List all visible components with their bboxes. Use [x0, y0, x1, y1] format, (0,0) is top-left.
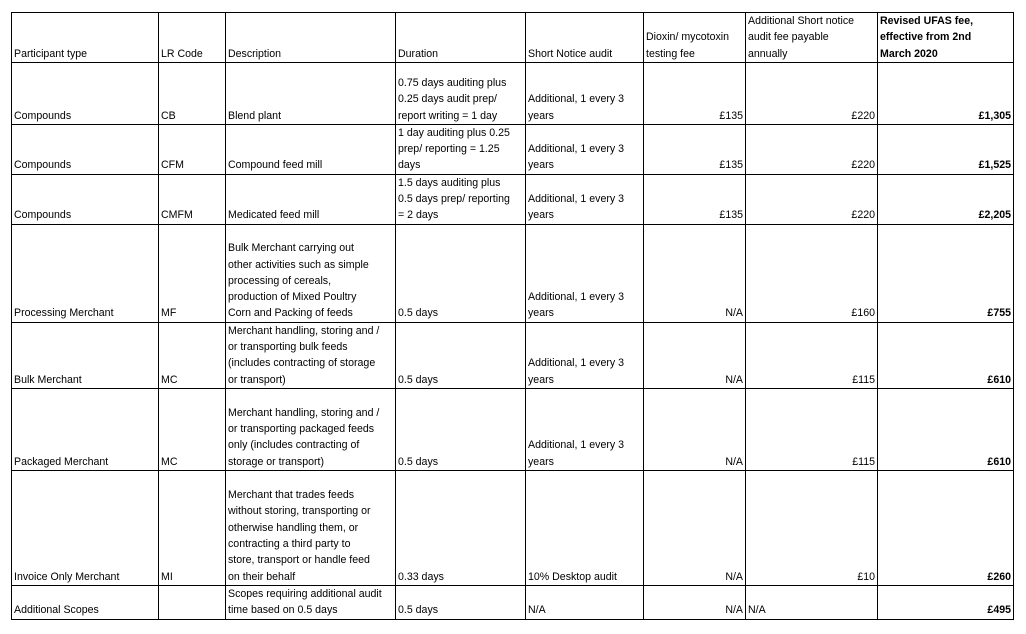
header-lr-code: LR Code: [159, 13, 226, 63]
cell-dioxin-fee: £135: [644, 124, 746, 174]
cell-participant-type: Additional Scopes: [12, 585, 159, 619]
cell-duration: 0.5 days: [396, 322, 526, 388]
cell-dioxin-fee: N/A: [644, 224, 746, 322]
cell-dioxin-fee: N/A: [644, 322, 746, 388]
cell-dioxin-fee: N/A: [644, 585, 746, 619]
table-row: [12, 224, 1014, 322]
cell-short-notice-audit: Additional, 1 every 3 years: [526, 322, 644, 388]
cell-lr-code: MC: [159, 388, 226, 470]
cell-lr-code: CMFM: [159, 174, 226, 224]
table-row: [12, 174, 1014, 224]
header-dioxin-fee: Dioxin/ mycotoxin testing fee: [644, 13, 746, 63]
cell-dioxin-fee: £135: [644, 62, 746, 124]
cell-short-notice-audit: 10% Desktop audit: [526, 470, 644, 585]
cell-dioxin-fee: £135: [644, 174, 746, 224]
cell-participant-type: Processing Merchant: [12, 224, 159, 322]
table-row: [12, 322, 1014, 388]
cell-lr-code: CFM: [159, 124, 226, 174]
cell-short-notice-audit: Additional, 1 every 3 years: [526, 124, 644, 174]
cell-revised-fee: £2,205: [878, 174, 1014, 224]
cell-short-notice-fee: £220: [746, 124, 878, 174]
cell-description: Merchant handling, storing and / or transporting bulk feeds (includes contracting of storage or transport): [226, 322, 396, 388]
cell-description: Blend plant: [226, 62, 396, 124]
cell-duration: 0.5 days: [396, 585, 526, 619]
cell-short-notice-audit: Additional, 1 every 3 years: [526, 62, 644, 124]
cell-short-notice-audit: Additional, 1 every 3 years: [526, 388, 644, 470]
cell-duration: 1 day auditing plus 0.25 prep/ reporting = 1.25 days: [396, 124, 526, 174]
cell-duration: 0.5 days: [396, 388, 526, 470]
cell-revised-fee: £1,525: [878, 124, 1014, 174]
cell-revised-fee: £610: [878, 322, 1014, 388]
table-row: [12, 124, 1014, 174]
cell-dioxin-fee: N/A: [644, 388, 746, 470]
cell-lr-code: MI: [159, 470, 226, 585]
header-description: Description: [226, 13, 396, 63]
cell-lr-code: MF: [159, 224, 226, 322]
table-row: [12, 470, 1014, 585]
cell-lr-code: CB: [159, 62, 226, 124]
cell-duration: 1.5 days auditing plus 0.5 days prep/ reporting = 2 days: [396, 174, 526, 224]
cell-short-notice-fee: £115: [746, 388, 878, 470]
cell-description: Medicated feed mill: [226, 174, 396, 224]
cell-revised-fee: £495: [878, 585, 1014, 619]
cell-description: Merchant that trades feeds without storing, transporting or otherwise handling them, or contracting a third party to store, transport or handle feed on their behalf: [226, 470, 396, 585]
cell-lr-code: [159, 585, 226, 619]
cell-short-notice-fee: £220: [746, 62, 878, 124]
table-row: [12, 585, 1014, 619]
header-participant-type: Participant type: [12, 13, 159, 63]
table-row: [12, 388, 1014, 470]
cell-revised-fee: £260: [878, 470, 1014, 585]
cell-dioxin-fee: N/A: [644, 470, 746, 585]
cell-short-notice-fee: N/A: [746, 585, 878, 619]
cell-short-notice-fee: £160: [746, 224, 878, 322]
cell-participant-type: Compounds: [12, 124, 159, 174]
header-duration: Duration: [396, 13, 526, 63]
cell-participant-type: Compounds: [12, 62, 159, 124]
cell-short-notice-audit: Additional, 1 every 3 years: [526, 174, 644, 224]
fee-table: [11, 12, 1014, 620]
cell-duration: 0.5 days: [396, 224, 526, 322]
cell-participant-type: Invoice Only Merchant: [12, 470, 159, 585]
cell-participant-type: Packaged Merchant: [12, 388, 159, 470]
cell-description: Compound feed mill: [226, 124, 396, 174]
cell-duration: 0.33 days: [396, 470, 526, 585]
cell-short-notice-fee: £220: [746, 174, 878, 224]
cell-lr-code: MC: [159, 322, 226, 388]
cell-description: Bulk Merchant carrying out other activities such as simple processing of cereals, production of Mixed Poultry Corn and Packing of feeds: [226, 224, 396, 322]
cell-participant-type: Compounds: [12, 174, 159, 224]
header-revised-fee: Revised UFAS fee, effective from 2nd March 2020: [878, 13, 1014, 63]
cell-short-notice-fee: £115: [746, 322, 878, 388]
table-row: [12, 62, 1014, 124]
cell-short-notice-fee: £10: [746, 470, 878, 585]
header-short-notice-fee: Additional Short notice audit fee payable annually: [746, 13, 878, 63]
cell-revised-fee: £1,305: [878, 62, 1014, 124]
cell-short-notice-audit: N/A: [526, 585, 644, 619]
cell-revised-fee: £610: [878, 388, 1014, 470]
header-row: [12, 13, 1014, 63]
cell-description: Scopes requiring additional audit time based on 0.5 days: [226, 585, 396, 619]
cell-short-notice-audit: Additional, 1 every 3 years: [526, 224, 644, 322]
header-short-notice-audit: Short Notice audit: [526, 13, 644, 63]
cell-participant-type: Bulk Merchant: [12, 322, 159, 388]
cell-revised-fee: £755: [878, 224, 1014, 322]
cell-description: Merchant handling, storing and / or transporting packaged feeds only (includes contracting of storage or transport): [226, 388, 396, 470]
cell-duration: 0.75 days auditing plus 0.25 days audit prep/ report writing = 1 day: [396, 62, 526, 124]
